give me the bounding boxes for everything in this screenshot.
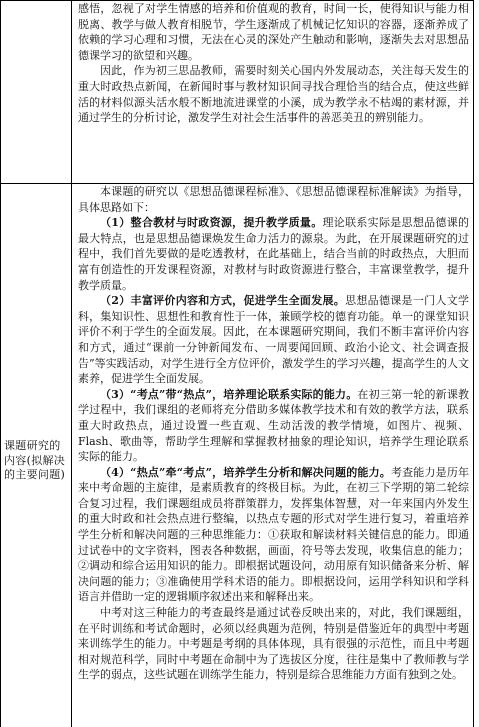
point-body: 在初三第一轮的新课教学过程中，我们课组的老师将充分借助多媒体教学技术和有效的教学方法，联系重大时政热点，通过设置一些直观、生动活泼的教学情境，如图片、视频、Flash、歌曲等，帮助学生理解和掌握教材抽象的理论知识，培养学生理论联系实际的能力。: [78, 387, 470, 464]
paragraph: 因此，作为初三思品教师，需要时刻关心国内外发展动态，关注每天发生的重大时政热点新闻，在新闻时事与教材知识间寻找合理恰当的结合点，使这些鲜活的材料似源头活水般不断地流进课堂的小溪，成为教学永不枯竭的素材源，并通过学生的分析讨论，激发学生对社会生活事件的善恶美丑的辨别能力。: [78, 64, 469, 125]
paragraph: 感悟，忽视了对学生情感的培养和价值观的教育，时间一长，使得知识与能力相脱离、教学与做人教育相脱节，学生逐渐成了机械记忆知识的容器，逐渐养成了依赖的学习心理和习惯，无法在心灵的深处产生触动和影响，逐渐失去对思想品德课学习的欲望和兴趣。: [78, 2, 469, 62]
row-label: 课题研究的内容(拟解决的主要问题): [4, 439, 66, 482]
empty-label-cell: [1, 1, 72, 184]
point-heading: （2）丰富评价内容和方式，促进学生全面发展。: [100, 294, 346, 308]
point-1: [78, 215, 469, 293]
closing-paragraph: 中考对这三种能力的考查最终是通过试卷反映出来的，对此，我们课题组，在平时训练和考试命题时，必须以经典题为范例，特别是借鉴近年的典型中考题来训练学生的能力。中考题是考纲的具体体现，具有很强的示范性，而且中考题相对规范科学，同时中考题在命制中为了选拔区分度，往往是集中了教师教与学生学的弱点，这些试题在训练学生能力，特别是综合思维能力方面有独到之处。: [78, 606, 469, 682]
point-body: 理论联系实际是思想品德课的最大特点，也是思想品德课焕发生命力活力的源泉。为此，在开展课题研究的过程中，我们首先要做的是吃透教材，在此基础上，结合当前的时政热点，大胆而富有创造性的开发课程资源，对教材与时政资源进行整合，丰富课堂教学，提升教学质量。: [78, 216, 470, 292]
background-content-cell: [72, 1, 474, 184]
point-heading: （3）“考点”带“热点”，培养理论联系实际的能力。: [100, 387, 358, 401]
research-content-cell: [72, 184, 474, 727]
row-label-cell: [1, 184, 72, 727]
point-2: [78, 293, 469, 387]
table-row-background: [1, 1, 474, 184]
point-3: [78, 387, 469, 465]
intro-paragraph: 本课题的研究以《思想品德课程标准》、《思想品德课程标准解读》为指导，具体思路如下：: [78, 185, 469, 214]
point-body: 思想品德课是一门人文学科，集知识性、思想性和教育性于一体，兼顾学校的德育功能。单一的课堂知识评价不利于学生的全面发展。因此，在本课题研究期间，我们不断丰富评价内容和方式，通过“课前一分钟新闻发布、一周要闻回顾、政治小论文、社会调查报告”等实践活动，对学生进行全方位评价，激发学生的学习兴趣，提高学生的人文素养，促进学生全面发展。: [78, 294, 469, 386]
point-4: [78, 465, 469, 605]
table-row-research-content: [1, 184, 474, 727]
point-body: 考查能力是历年来中考命题的主旋律，是素质教育的终极目标。为此，在初三下学期的第二轮综合复习过程，我们课题组成员将群策群力，发挥集体智慧，对一年来国内外发生的重大时政和社会热点进行整编，以热点专题的形式对学生进行复习，着重培养学生分析和解决问题的三种思维能力：①获取和解读材料关键信息的能力。即通过试卷中的文字资料，图表各种数据，画面，符号等去发现，收集信息的能力；②调动和综合运用知识的能力。即根据试题设问，动用原有知识储备来分析、解决问题的能力；③准确使用学科术语的能力。即根据设问，运用学科知识和学科语言并借助一定的逻辑顺序叙述出来和解释出来。: [78, 465, 470, 604]
point-heading: （1）整合教材与时政资源，提升教学质量。: [100, 216, 323, 230]
point-heading: （4）“热点”牵“考点”，培养学生分析和解决问题的能力。: [100, 465, 391, 479]
